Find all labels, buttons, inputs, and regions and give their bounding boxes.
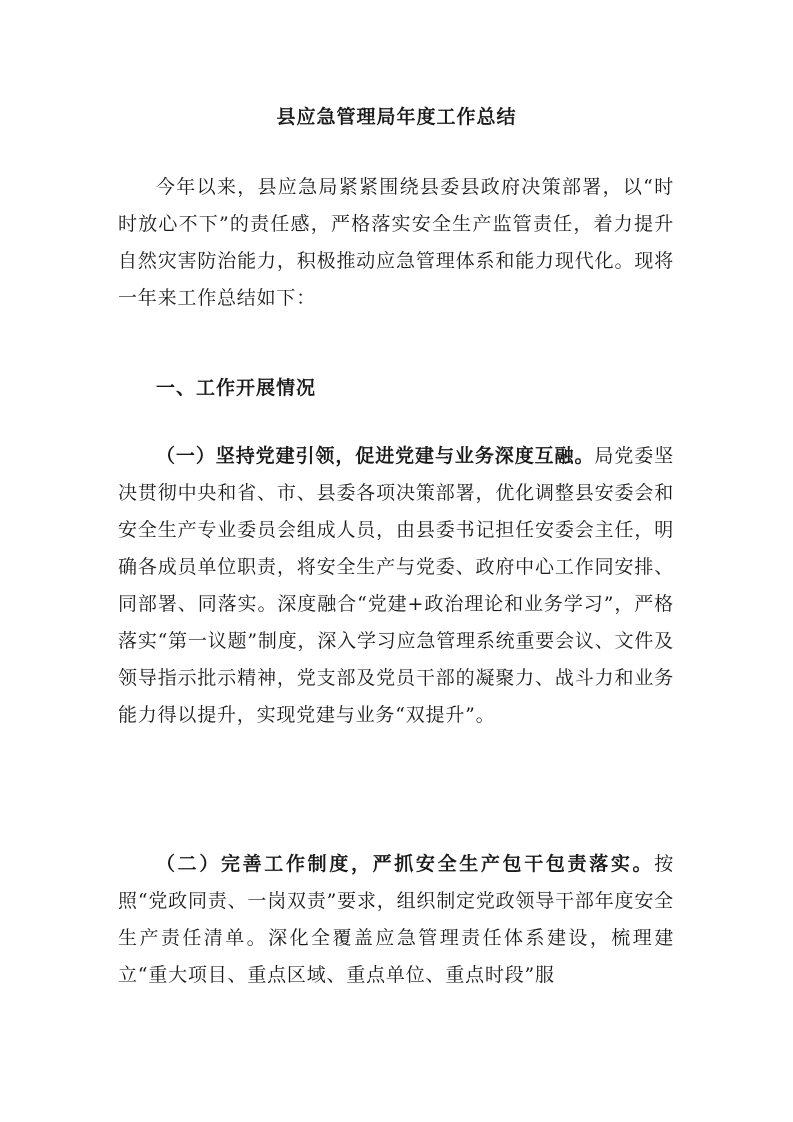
section-heading: 一、工作开展情况 (156, 377, 317, 399)
item-paragraph-2 (118, 846, 674, 994)
item-paragraph-1 (118, 438, 674, 734)
intro-paragraph: 今年以来，县应急局紧紧围绕县委县政府决策部署，以“时时放心不下”的责任感，严格落实安全生产监管责任，着力提升自然灾害防治能力，积极推动应急管理体系和能力现代化。现将一年来工作总结如下： (118, 176, 674, 309)
item-lead-1: （一）坚持党建引领，促进党建与业务深度互融。 (156, 445, 595, 467)
document-title: 县应急管理局年度工作总结 (276, 106, 517, 128)
item-body-2: 按照“党政同责、一岗双责”要求，组织制定党政领导干部年度安全生产责任清单。深化全覆盖应急管理责任体系建设，梳理建立“重大项目、重点区域、重点单位、重点时段”服 (118, 853, 674, 986)
item-body-1: 局党委坚决贯彻中央和省、市、县委各项决策部署，优化调整县安委会和安全生产专业委员会组成人员，由县委书记担任安委会主任，明确各成员单位职责，将安全生产与党委、政府中心工作同安排、同部署、同落实。深度融合“党建+政治理论和业务学习”，严格落实“第一议题”制度，深入学习应急管理系统重要会议、文件及领导指示批示精神，党支部及党员干部的凝聚力、战斗力和业务能力得以提升，实现党建与业务“双提升”。 (118, 445, 674, 726)
item-lead-2: （二）完善工作制度，严抓安全生产包干包责落实。 (156, 853, 655, 875)
